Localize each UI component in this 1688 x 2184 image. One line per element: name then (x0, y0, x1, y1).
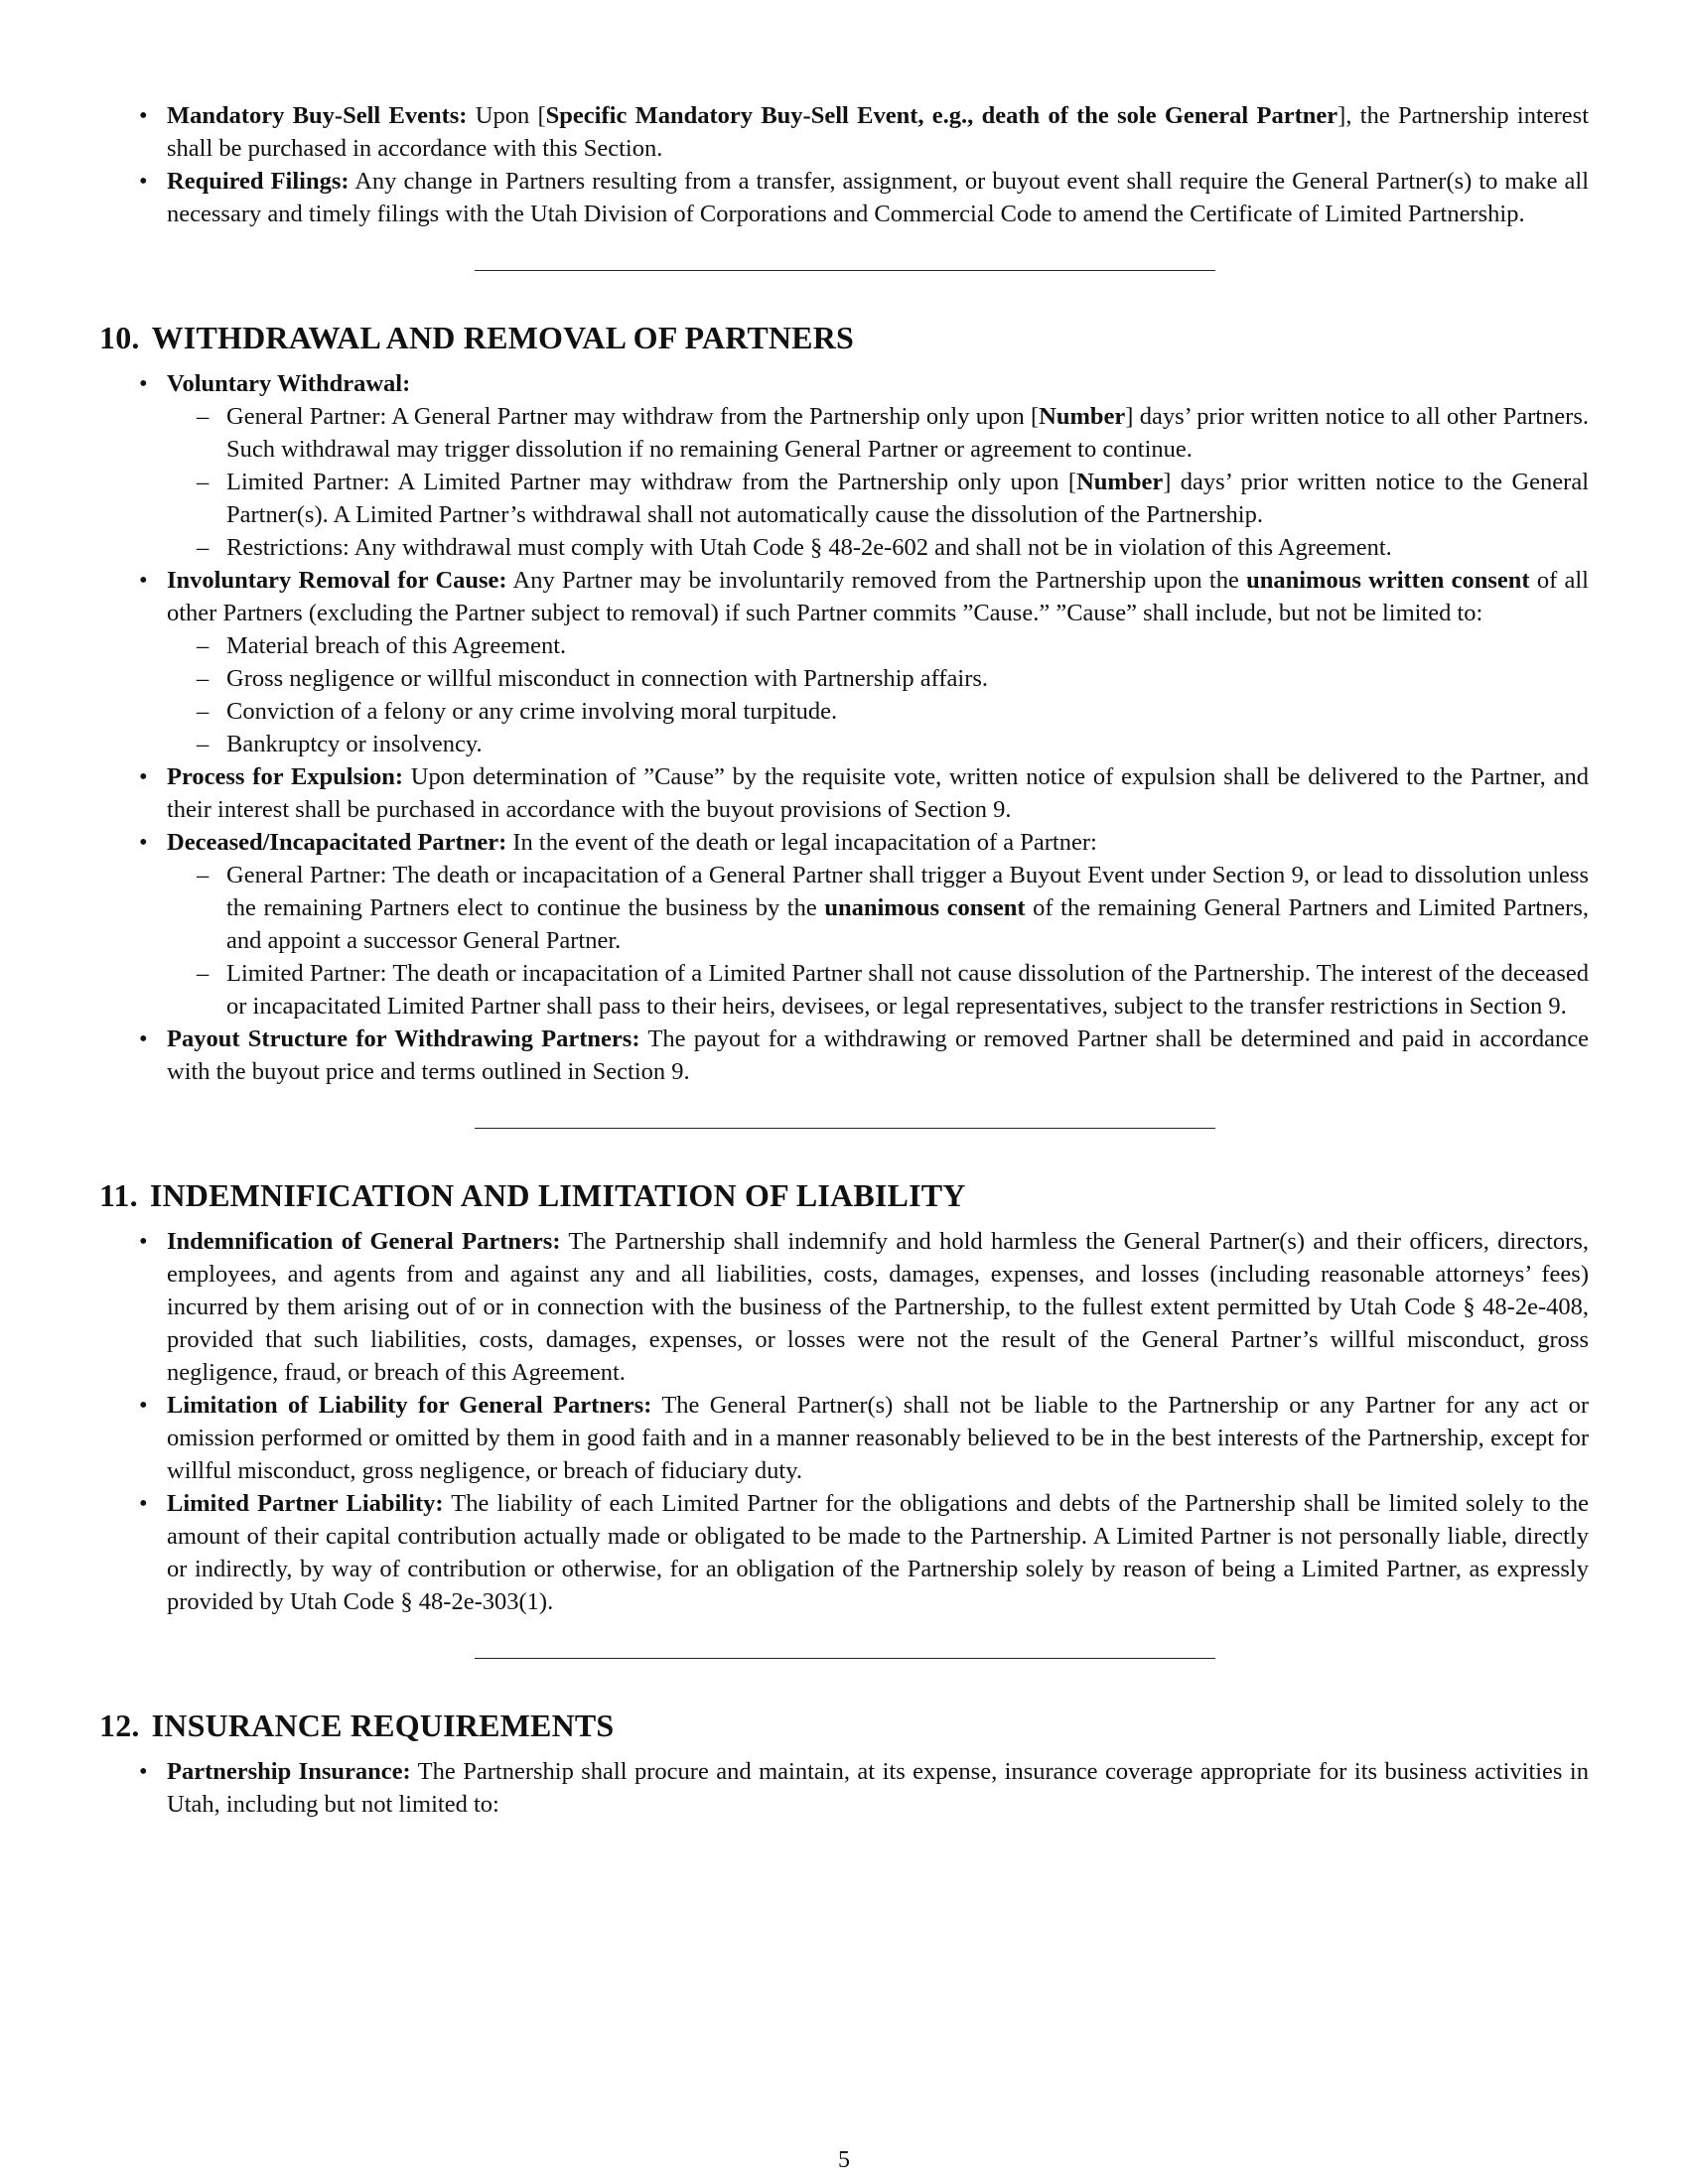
sub-list-item: – Limited Partner: A Limited Partner may withdraw from the Partnership only upon [Number] days’ prior written notice to the General Partner(s). A Limited Partner’s withdrawal shall not automatically cause the dissolution of the Partnership. (99, 466, 1589, 531)
section-heading: 12. INSURANCE REQUIREMENTS (99, 1707, 615, 1743)
list-item: • Partnership Insurance: The Partnership shall procure and maintain, at its expense, insurance coverage appropriate for its business activities in Utah, including but not limited to: (99, 1755, 1589, 1821)
list-item: • Payout Structure for Withdrawing Partners: The payout for a withdrawing or removed Partner shall be determined and paid in accordance with the buyout price and terms outlined in Section 9. (99, 1023, 1589, 1088)
sub-list-item: – Limited Partner: The death or incapacitation of a Limited Partner shall not cause dissolution of the Partnership. The interest of the deceased or incapacitated Limited Partner shall pass to their heirs, devisees, or legal representatives, subject to the transfer restrictions in Section 9. (99, 957, 1589, 1023)
section-12-list (99, 1755, 1589, 1821)
section-heading: 10. WITHDRAWAL AND REMOVAL OF PARTNERS (99, 320, 855, 355)
list-item: • Deceased/Incapacitated Partner: In the event of the death or legal incapacitation of a Partner: – General Partner: The death or incapacitation of a General Partner shall trigger a Buyout Event under Section 9, or lead to dissolution unless the remaining Partners elect to continue the business by the unanimous consent of the remaining General Partners and Limited Partners, and appoint a successor General Partner. – Limited Partner: The death or incapacitation of a Limited Partner shall not cause dissolution of the Partnership. The interest of the deceased or incapacitated Limited Partner shall pass to their heirs, devisees, or legal representatives, subject to the transfer restrictions in Section 9. (99, 826, 1589, 1023)
sub-list-item: – Conviction of a felony or any crime involving moral turpitude. (99, 695, 1589, 728)
buy-sell-list (99, 99, 1589, 230)
sub-list-item: – General Partner: A General Partner may withdraw from the Partnership only upon [Number] days’ prior written notice to all other Partners. Such withdrawal may trigger dissolution if no remaining General Partner or agreement to continue. (99, 400, 1589, 466)
list-item: • Voluntary Withdrawal: – General Partner: A General Partner may withdraw from the Partnership only upon [Number] days’ prior written notice to all other Partners. Such withdrawal may trigger dissolution if no remaining General Partner or agreement to continue. – Limited Partner: A Limited Partner may withdraw from the Partnership only upon [Number] days’ prior written notice to the General Partner(s). A Limited Partner’s withdrawal shall not automatically cause the dissolution of the Partnership. – Restrictions: Any withdrawal must comply with Utah Code § 48-2e-602 and shall not be in violation of this Agreement. (99, 367, 1589, 564)
list-item: • Mandatory Buy-Sell Events: Upon [Specific Mandatory Buy-Sell Event, e.g., death of the sole General Partner], the Partnership interest shall be purchased in accordance with this Section. (99, 99, 1589, 165)
list-item: • Process for Expulsion: Upon determination of ”Cause” by the requisite vote, written notice of expulsion shall be delivered to the Partner, and their interest shall be purchased in accordance with the buyout provisions of Section 9. (99, 760, 1589, 826)
section-heading: 11. INDEMNIFICATION AND LIMITATION OF LIABILITY (99, 1177, 966, 1213)
sub-list (167, 859, 1589, 1023)
section-divider (475, 1128, 1215, 1129)
document-page (99, 99, 1589, 1821)
section-divider (475, 270, 1215, 271)
sub-list-item: – Restrictions: Any withdrawal must comply with Utah Code § 48-2e-602 and shall not be in violation of this Agreement. (99, 531, 1589, 564)
sub-list-item: – Bankruptcy or insolvency. (99, 728, 1589, 760)
section-10-list (99, 367, 1589, 1088)
sub-list (167, 400, 1589, 564)
sub-list-item: – Gross negligence or willful misconduct in connection with Partnership affairs. (99, 662, 1589, 695)
section-11-list (99, 1225, 1589, 1618)
sub-list (167, 629, 1589, 760)
sub-list-item: – General Partner: The death or incapacitation of a General Partner shall trigger a Buyout Event under Section 9, or lead to dissolution unless the remaining Partners elect to continue the business by the unanimous consent of the remaining General Partners and Limited Partners, and appoint a successor General Partner. (99, 859, 1589, 957)
page-number: 5 (838, 2147, 850, 2173)
list-item: • Limited Partner Liability: The liability of each Limited Partner for the obligations and debts of the Partnership shall be limited solely to the amount of their capital contribution actually made or obligated to be made to the Partnership. A Limited Partner is not personally liable, directly or indirectly, by way of contribution or otherwise, for an obligation of the Partnership solely by reason of being a Limited Partner, as expressly provided by Utah Code § 48-2e-303(1). (99, 1487, 1589, 1618)
list-item: • Required Filings: Any change in Partners resulting from a transfer, assignment, or buyout event shall require the General Partner(s) to make all necessary and timely filings with the Utah Division of Corporations and Commercial Code to amend the Certificate of Limited Partnership. (99, 165, 1589, 230)
section-divider (475, 1658, 1215, 1659)
list-item: • Limitation of Liability for General Partners: The General Partner(s) shall not be liable to the Partnership or any Partner for any act or omission performed or omitted by them in good faith and in a manner reasonably believed to be in the best interests of the Partnership, except for willful misconduct, gross negligence, or breach of fiduciary duty. (99, 1389, 1589, 1487)
list-item: • Indemnification of General Partners: The Partnership shall indemnify and hold harmless the General Partner(s) and their officers, directors, employees, and agents from and against any and all liabilities, costs, damages, expenses, and losses (including reasonable attorneys’ fees) incurred by them arising out of or in connection with the business of the Partnership, to the fullest extent permitted by Utah Code § 48-2e-408, provided that such liabilities, costs, damages, expenses, or losses were not the result of the General Partner’s willful misconduct, gross negligence, fraud, or breach of this Agreement. (99, 1225, 1589, 1389)
sub-list-item: – Material breach of this Agreement. (99, 629, 1589, 662)
list-item: • Involuntary Removal for Cause: Any Partner may be involuntarily removed from the Partnership upon the unanimous written consent of all other Partners (excluding the Partner subject to removal) if such Partner commits ”Cause.” ”Cause” shall include, but not be limited to: – Material breach of this Agreement. – Gross negligence or willful misconduct in connection with Partnership affairs. – Conviction of a felony or any crime involving moral turpitude. – Bankruptcy or insolvency. (99, 564, 1589, 760)
